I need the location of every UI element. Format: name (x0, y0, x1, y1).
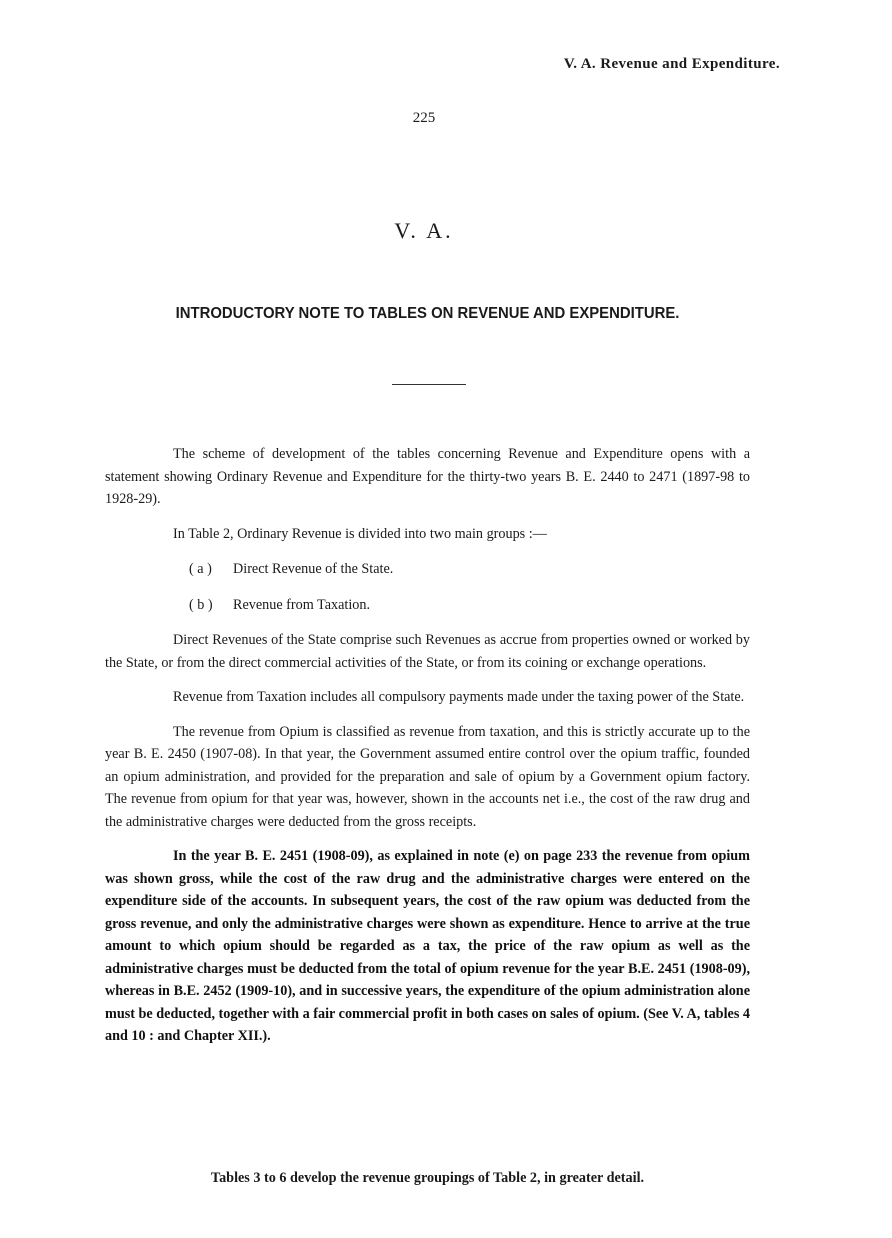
paragraph-direct-revenues: Direct Revenues of the State comprise such Revenues as accrue from properties owned or worked by the State, or from the direct commercial activities of the State, or from its coining or exchange operations. (105, 632, 750, 671)
page-title: INTRODUCTORY NOTE TO TABLES ON REVENUE AND EXPENDITURE. (175, 305, 680, 322)
list-item-text: Direct Revenue of the State. (233, 561, 394, 577)
running-head: V. A. Revenue and Expenditure. (563, 56, 780, 72)
page-number: 225 (412, 110, 436, 126)
paragraph-opium: The revenue from Opium is classified as revenue from taxation, and this is strictly accurate up to the year B. E. 2450 (1907-08). In that year, the Government assumed entire control over the opium traffic, founded an opium administration, and provided for the preparation and sale of opium by a Government opium factory. The revenue from opium for that year was, however, shown in the accounts net i.e., the cost of the raw drug and the administrative charges were deducted from the gross receipts. (105, 723, 750, 830)
paragraph-opium-gross: In the year B. E. 2451 (1908-09), as explained in note (e) on page 233 the revenue from opium was shown gross, while the cost of the raw drug and the administrative charges were entered on the expenditure side of the accounts. In subsequent years, the cost of the raw opium was deducted from the gross revenue, and only the administrative charges were shown as expenditure. Hence to arrive at the true amount to which opium should be regarded as a tax, the price of the raw opium as well as the administrative charges must be deducted from the total of opium revenue for the year B.E. 2451 (1908-09), whereas in B.E. 2452 (1909-10), and in successive years, the expenditure of the opium administration alone must be deducted, together with a fair commercial profit in both cases on sales of opium. (See V. A, tables 4 and 10 : and Chapter XII.). (105, 848, 750, 1044)
paragraph-scheme: The scheme of development of the tables concerning Revenue and Expenditure opens with a statement showing Ordinary Revenue and Expenditure for the thirty-two years B. E. 2440 to 2471 (1897-98 to 1928-29). (105, 446, 750, 507)
paragraph-taxation: Revenue from Taxation includes all compulsory payments made under the taxing power of the State. (173, 689, 745, 705)
list-marker: ( a ) (189, 561, 212, 577)
paragraph-table-2: In Table 2, Ordinary Revenue is divided into two main groups :— (173, 525, 547, 542)
section-mark: V. A. (394, 218, 454, 243)
list-item (189, 558, 750, 581)
closing-line: Tables 3 to 6 develop the revenue groupings of Table 2, in greater detail. (210, 1170, 645, 1186)
divider (392, 384, 466, 385)
list-item (189, 594, 750, 617)
list-item-text: Revenue from Taxation. (233, 596, 371, 613)
body-text (105, 443, 750, 1060)
list-marker: ( b ) (189, 596, 213, 613)
